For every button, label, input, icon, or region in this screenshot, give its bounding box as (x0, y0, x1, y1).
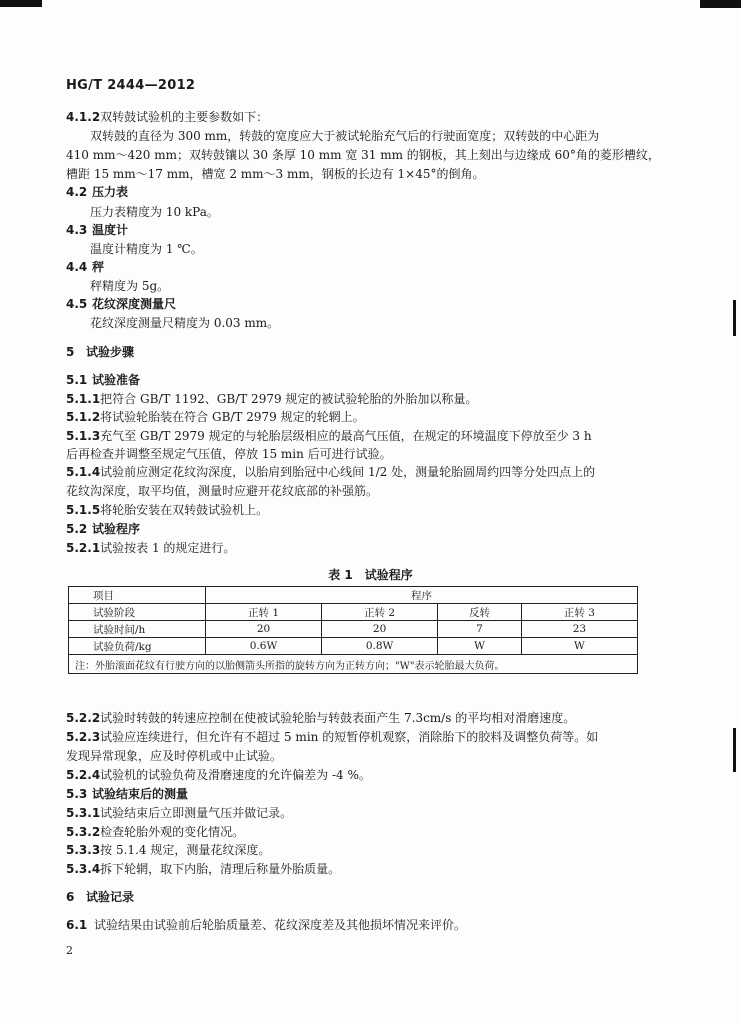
clause-5-2-1 (66, 541, 235, 556)
clause-number: 5.1.4 (66, 465, 101, 479)
clause-number: 5.1.2 (66, 410, 101, 424)
clause-title: 试验程序 (92, 522, 141, 536)
clause-number: 5.2.2 (66, 711, 101, 725)
clause-number: 5.1 (66, 373, 88, 387)
paragraph-line: 后再检查并调整至规定气压值，停放 15 min 后可进行试验。 (66, 447, 392, 461)
clause-title: 秤 (92, 260, 105, 274)
clause-5-1-2 (66, 410, 365, 425)
clause-4-2-heading (66, 185, 128, 200)
paragraph-line: 花纹沟深度，取平均值，测量时应避开花纹底部的补强筋。 (66, 484, 379, 498)
clause-number: 5.1.1 (66, 392, 101, 406)
section-number: 5 (66, 345, 75, 359)
clause-text: 试验前应测定花纹沟深度，以胎肩到胎冠中心线间 1/2 处，测量轮胎圆周约四等分处四点上的 (100, 465, 596, 479)
clause-title: 压力表 (92, 185, 129, 199)
table-cell: 试验阶段 (69, 604, 206, 621)
table-cell: 23 (521, 621, 637, 638)
clause-5-3-heading (66, 787, 188, 802)
paragraph-line: 槽距 15 mm～17 mm，槽宽 2 mm～3 mm，钢板的长边有 1×45°的倒角。 (66, 167, 485, 181)
table-cell: 正转 3 (521, 604, 637, 621)
clause-number: 4.1.2 (66, 110, 101, 124)
section-6-heading (66, 890, 134, 905)
clause-6-1 (66, 918, 466, 933)
clause-number: 5.2.1 (66, 541, 101, 555)
clause-number: 5.2.4 (66, 768, 101, 782)
clause-4-4-heading (66, 260, 104, 275)
clause-text: 试验结果由试验前后轮胎质量差、花纹深度差及其他损坏情况来评价。 (94, 918, 467, 932)
paragraph-line: 秤精度为 5g。 (90, 279, 170, 293)
table-cell: 0.6W (206, 638, 322, 655)
clause-text: 将轮胎安装在双转鼓试验机上。 (100, 503, 269, 517)
scan-mark-top-left (0, 0, 42, 7)
clause-5-2-2 (66, 711, 575, 726)
table-caption: 表 1 试验程序 (328, 568, 413, 582)
paragraph-line: 发现异常现象，应及时停机或中止试验。 (66, 749, 283, 763)
clause-text: 试验结束后立即测量气压并做记录。 (100, 806, 293, 820)
table-cell: 试验负荷/kg (69, 638, 206, 655)
test-procedure-table (68, 586, 638, 674)
table-cell: 程序 (206, 587, 638, 604)
clause-5-2-4 (66, 768, 371, 783)
section-title: 试验步骤 (86, 345, 135, 359)
clause-5-3-4 (66, 862, 340, 877)
clause-text: 试验按表 1 的规定进行。 (100, 541, 236, 555)
table-cell: 7 (438, 621, 522, 638)
table-cell: W (521, 638, 637, 655)
table-cell: 正转 1 (206, 604, 322, 621)
table-row (69, 638, 638, 655)
table-cell: 正转 2 (322, 604, 438, 621)
clause-number: 5.3.2 (66, 825, 101, 839)
clause-4-3-heading (66, 223, 128, 238)
table-cell: 反转 (438, 604, 522, 621)
page-number: 2 (66, 944, 73, 957)
clause-title: 花纹深度测量尺 (92, 297, 177, 311)
clause-5-1-heading (66, 373, 140, 388)
paragraph-line: 温度计精度为 1 ℃。 (90, 242, 203, 256)
clause-text: 拆下轮辋，取下内胎，清理后称量外胎质量。 (100, 862, 341, 876)
table-row (69, 587, 638, 604)
table-row (69, 621, 638, 638)
clause-number: 5.2.3 (66, 730, 101, 744)
clause-5-3-3 (66, 843, 270, 858)
section-5-heading (66, 345, 134, 360)
clause-5-1-3 (66, 429, 592, 444)
table-cell: 20 (322, 621, 438, 638)
clause-number: 5.3.3 (66, 843, 101, 857)
clause-5-1-5 (66, 503, 268, 518)
clause-title: 试验准备 (92, 373, 141, 387)
scan-mark-right-1 (733, 300, 736, 336)
clause-text: 双转鼓试验机的主要参数如下： (100, 110, 269, 124)
table-cell: 20 (206, 621, 322, 638)
clause-5-2-3 (66, 730, 598, 745)
clause-number: 6.1 (66, 918, 88, 932)
clause-5-1-4 (66, 465, 595, 480)
clause-text: 将试验轮胎装在符合 GB/T 2979 规定的轮辋上。 (100, 410, 365, 424)
clause-text: 检查轮胎外观的变化情况。 (100, 825, 245, 839)
paragraph-line: 压力表精度为 10 kPa。 (90, 205, 219, 219)
clause-number: 5.1.5 (66, 503, 101, 517)
clause-title: 温度计 (92, 223, 129, 237)
clause-number: 4.5 (66, 297, 88, 311)
clause-4-5-heading (66, 297, 176, 312)
clause-number: 5.3 (66, 787, 88, 801)
clause-number: 4.3 (66, 223, 88, 237)
clause-5-1-1 (66, 392, 477, 407)
clause-text: 试验机的试验负荷及滑磨速度的允许偏差为 -4 %。 (100, 768, 371, 782)
table-row (69, 604, 638, 621)
paragraph-line: 双转鼓的直径为 300 mm，转鼓的宽度应大于被试轮胎充气后的行驶面宽度；双转鼓的中心距为 (90, 129, 600, 143)
standard-code: HG/T 2444—2012 (66, 78, 196, 93)
clause-title: 试验结束后的测量 (92, 787, 189, 801)
clause-number: 5.3.4 (66, 862, 101, 876)
clause-text: 充气至 GB/T 2979 规定的与轮胎层级相应的最高气压值，在规定的环境温度下停放至少 3 h (100, 429, 592, 443)
table-cell: W (438, 638, 522, 655)
clause-text: 试验应连续进行，但允许有不超过 5 min 的短暂停机观察，消除胎下的胶料及调整负荷等。如 (100, 730, 599, 744)
clause-number: 4.2 (66, 185, 88, 199)
clause-4-1-2 (66, 110, 268, 125)
table-note-row (69, 655, 638, 674)
paragraph-line: 花纹深度测量尺精度为 0.03 mm。 (90, 316, 280, 330)
clause-text: 试验时转鼓的转速应控制在使被试验轮胎与转鼓表面产生 7.3cm/s 的平均相对滑磨速度。 (100, 711, 576, 725)
clause-number: 5.1.3 (66, 429, 101, 443)
clause-number: 5.2 (66, 522, 88, 536)
section-title: 试验记录 (86, 890, 135, 904)
clause-number: 4.4 (66, 260, 88, 274)
table-cell: 试验时间/h (69, 621, 206, 638)
clause-5-2-heading (66, 522, 140, 537)
clause-text: 把符合 GB/T 1192、GB/T 2979 规定的被试验轮胎的外胎加以称量。 (100, 392, 478, 406)
section-number: 6 (66, 890, 75, 904)
table-cell: 0.8W (322, 638, 438, 655)
clause-5-3-1 (66, 806, 292, 821)
scan-mark-right-2 (733, 728, 736, 772)
table-cell: 项目 (69, 587, 206, 604)
clause-number: 5.3.1 (66, 806, 101, 820)
clause-5-3-2 (66, 825, 244, 840)
table-note: 注：外胎滚面花纹有行驶方向的以胎侧箭头所指的旋转方向为正转方向；"W"表示轮胎最大负荷。 (69, 655, 638, 674)
clause-text: 按 5.1.4 规定，测量花纹深度。 (100, 843, 271, 857)
paragraph-line: 410 mm～420 mm；双转鼓镶以 30 条厚 10 mm 宽 31 mm 的钢板，其上刻出与边缘成 60°角的菱形槽纹， (66, 148, 660, 162)
scan-mark-top-right (700, 0, 741, 8)
